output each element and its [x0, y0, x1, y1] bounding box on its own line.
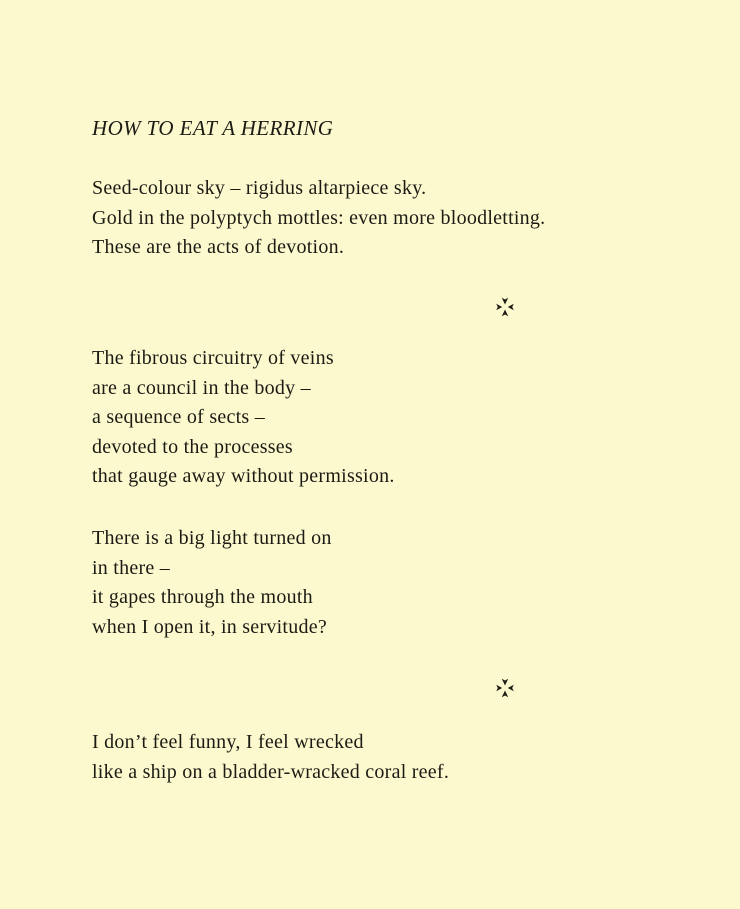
- poem-line: I don’t feel funny, I feel wrecked: [92, 731, 364, 753]
- poem-line: in there –: [92, 556, 171, 579]
- poem-line: These are the acts of devotion.: [92, 236, 345, 259]
- poem-title: HOW TO EAT A HERRING: [92, 116, 334, 140]
- four-point-asterisk-icon: [495, 677, 515, 699]
- poem-line: like a ship on a bladder-wracked coral reef.: [92, 760, 450, 783]
- stanza-4: [92, 728, 449, 787]
- poem-line: Gold in the polyptych mottles: even more bloodletting.: [92, 206, 546, 229]
- four-point-asterisk-icon: [495, 677, 515, 699]
- poem-line: devoted to the processes: [92, 435, 293, 458]
- poem-line: it gapes through the mouth: [92, 586, 313, 609]
- poem-line: are a council in the body –: [92, 376, 311, 399]
- poem-line: The fibrous circuitry of veins: [92, 347, 334, 369]
- poem-line: Seed-colour sky – rigidus altarpiece sky.: [92, 177, 427, 199]
- poem-line: a sequence of sects –: [92, 406, 265, 429]
- poem-line: that gauge away without permission.: [92, 465, 395, 488]
- four-point-asterisk-icon: [495, 296, 515, 318]
- poem-line: when I open it, in servitude?: [92, 615, 327, 638]
- poem-line: There is a big light turned on: [92, 527, 332, 549]
- stanza-1: [92, 174, 545, 263]
- four-point-asterisk-icon: [495, 296, 515, 318]
- stanza-3: [92, 524, 332, 642]
- stanza-2: [92, 344, 395, 492]
